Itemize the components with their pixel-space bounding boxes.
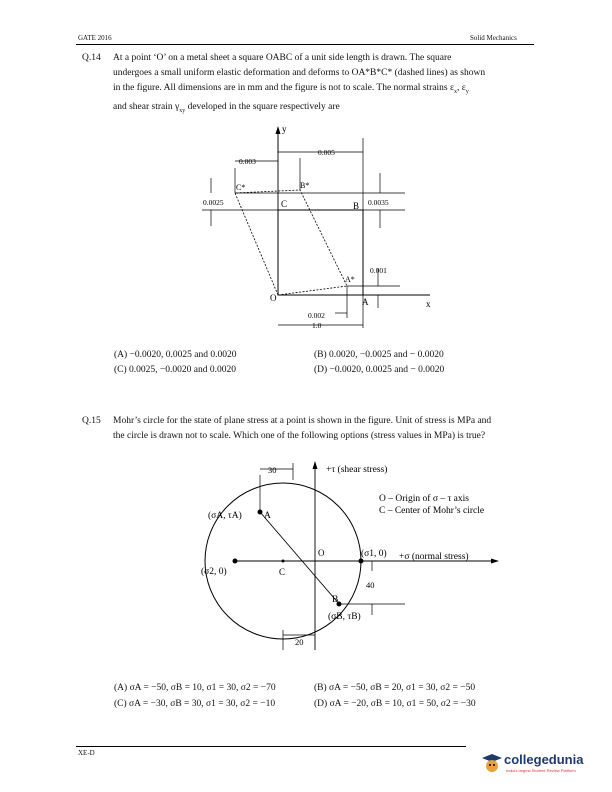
q14-line3: in the figure. All dimensions are in mm and the figure is not to scale. The normal strains $\varepsilon_x$, $\varepsilon_y$ [113, 83, 469, 95]
q14-y-label: y [282, 124, 287, 134]
q15-dim-40: 40 [366, 580, 375, 590]
q14-pt-O: O [270, 293, 277, 303]
header-rule [76, 44, 534, 45]
q15-dim-20: 20 [295, 637, 304, 647]
q15-pt-s2: (σ2, 0) [201, 567, 227, 577]
logo-text: collegedunia [504, 752, 584, 767]
q14-dim-0035: 0.0035 [368, 198, 389, 207]
q15-pt-s1: (σ1, 0) [361, 549, 387, 559]
q14-pt-A: A [362, 297, 369, 307]
q14-pt-Cstar: C* [236, 183, 246, 192]
q15-option-a[interactable]: (A) σA = −50, σB = 10, σ1 = 30, σ2 = −70 [114, 683, 276, 693]
q14-option-d[interactable]: (D) −0.0020, 0.0025 and − 0.0020 [314, 365, 445, 375]
graduate-cap-icon [482, 752, 502, 774]
q15-legend-O: O – Origin of σ – τ axis [379, 494, 469, 504]
q14-text [113, 51, 528, 119]
q15-pt-A-label: (σA, τA) [208, 511, 242, 521]
q14-number: Q.14 [82, 53, 101, 63]
q15-sigma-label: +σ (normal stress) [399, 552, 469, 562]
q14-x-label: x [426, 299, 431, 309]
q14-figure [190, 118, 450, 343]
q15-pt-O: O [318, 548, 325, 558]
q15-line1: Mohr’s circle for the state of plane stress at a point is shown in the figure. Unit of stress is MPa and [113, 416, 492, 426]
header-exam: GATE 2016 [78, 34, 112, 42]
q14-pt-C: C [281, 199, 288, 209]
header-subject: Solid Mechanics [470, 34, 517, 42]
q14-pt-Astar: A* [345, 275, 355, 284]
q14-pt-B: B [353, 201, 360, 211]
q14-dim-0005: 0.005 [318, 148, 335, 157]
footer-rule [76, 746, 466, 747]
q14-option-c[interactable]: (C) 0.0025, −0.0020 and 0.0020 [114, 365, 236, 375]
q14-line4: and shear strain $\gamma_{xy}$ developed in the square respectively are [113, 101, 340, 114]
q15-line2: the circle is drawn not to scale. Which one of the following options (stress values in MPa) is true? [113, 431, 486, 441]
q14-dim-10: 1.0 [312, 321, 322, 330]
q15-option-b[interactable]: (B) σA = −50, σB = 20, σ1 = 30, σ2 = −50 [314, 683, 476, 693]
q14-line1: At a point ‘O’ on a metal sheet a square OABC of a unit side length is drawn. The square [113, 53, 452, 63]
q15-tau-label: +τ (shear stress) [326, 465, 388, 475]
q15-number: Q.15 [82, 416, 101, 426]
q14-option-b[interactable]: (B) 0.0020, −0.0025 and − 0.0020 [314, 350, 444, 360]
q15-option-c[interactable]: (C) σA = −30, σB = 30, σ1 = 30, σ2 = −10 [114, 699, 276, 709]
q15-option-d[interactable]: (D) σA = −20, σB = 10, σ1 = 50, σ2 = −30 [314, 699, 476, 709]
q15-figure [180, 455, 510, 655]
q15-dim-30: 30 [268, 465, 277, 475]
logo-subtitle: India's largest Student Review Platform [506, 768, 576, 773]
q14-dim-0025: 0.0025 [203, 198, 224, 207]
q14-pt-Bstar: B* [300, 181, 310, 190]
q15-pt-A: A [264, 511, 271, 521]
q14-deformed-shape [235, 190, 347, 295]
q14-option-a[interactable]: (A) −0.0020, 0.0025 and 0.0020 [114, 350, 237, 360]
q15-pt-C: C [279, 567, 286, 577]
q15-text [113, 414, 528, 444]
q15-pt-B: B [332, 595, 339, 605]
q14-dim-0001: 0.001 [370, 266, 387, 275]
q14-dim-0003: 0.003 [239, 157, 256, 166]
q14-dim-0002: 0.002 [308, 311, 325, 320]
footer-paper-code: XE-D [78, 749, 95, 757]
collegedunia-logo [482, 750, 582, 776]
q15-legend-C: C – Center of Mohr’s circle [379, 506, 485, 516]
q14-line2: undergoes a small uniform elastic deformation and deforms to OA*B*C* (dashed lines) as shown [113, 68, 486, 78]
q15-pt-B-label: (σB, τB) [328, 612, 361, 622]
